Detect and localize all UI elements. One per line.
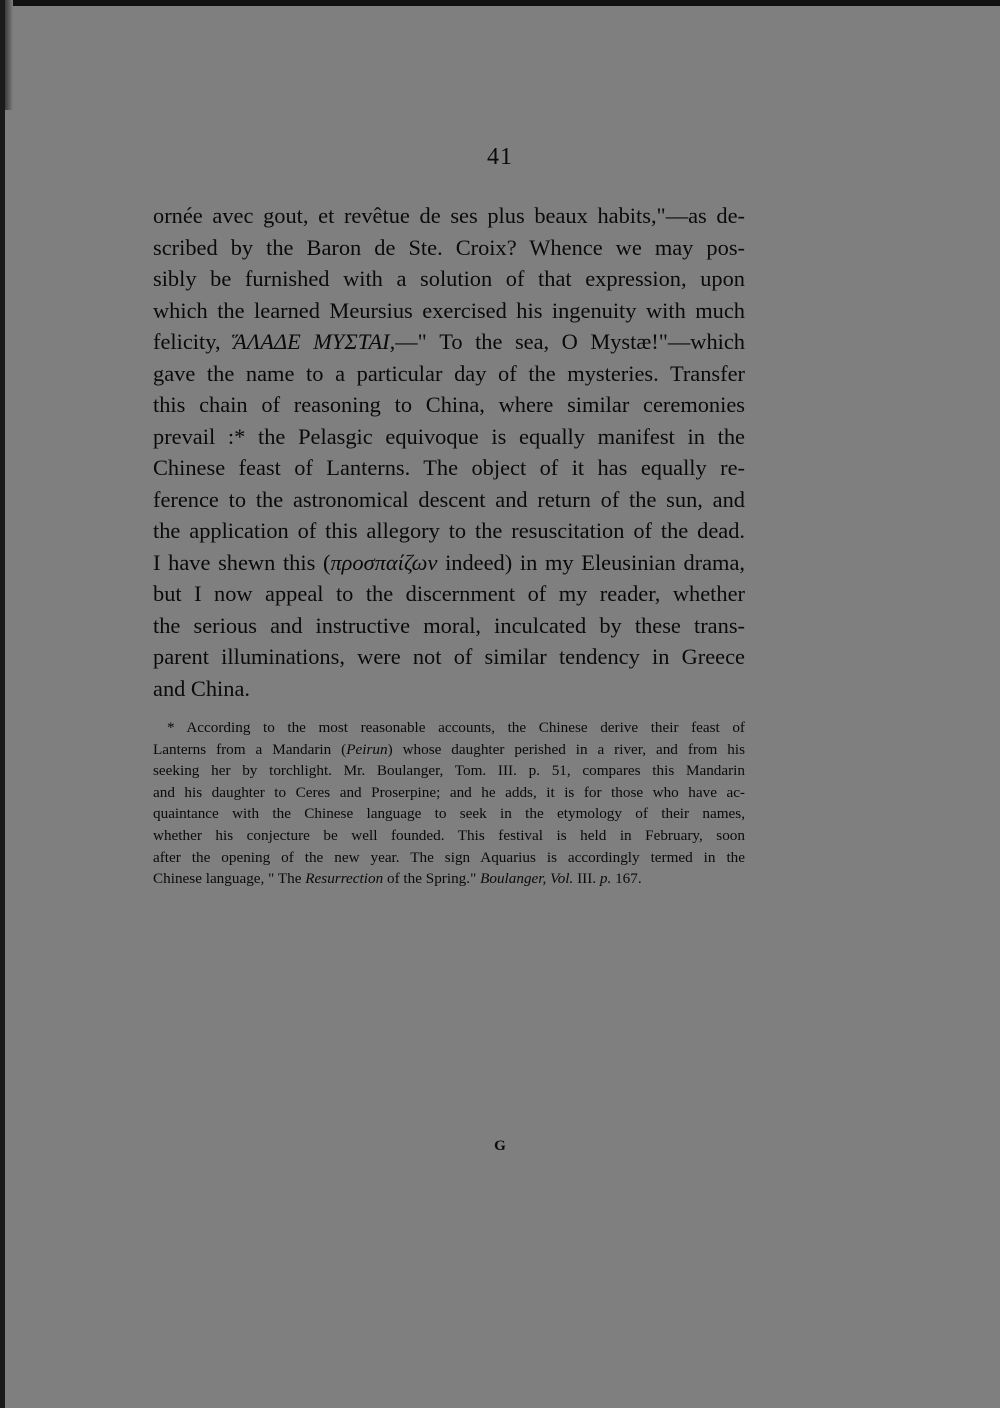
text-line: and China. bbox=[153, 675, 251, 701]
footnote-line: * According to the most reasonable accounts, the Chinese derive their feast of bbox=[167, 719, 745, 736]
page-number: 41 bbox=[487, 144, 513, 170]
text-line: the application of this allegory to the resuscitation of the dead. bbox=[153, 518, 745, 543]
text-line: which the learned Meursius exercised his ingenuity with much bbox=[153, 297, 745, 323]
footnote bbox=[153, 717, 745, 890]
scan-left-shadow bbox=[5, 0, 13, 110]
footnote-line: and his daughter to Ceres and Proserpine; and he adds, it is for those who have ac- bbox=[153, 783, 745, 801]
text-line: prevail :* the Pelasgic equivoque is equally manifest in the bbox=[153, 423, 745, 449]
footnote-line: whether his conjecture be well founded. This festival is held in February, soon bbox=[153, 826, 745, 844]
text-line: ornée avec gout, et revêtue de ses plus beaux habits,"—as de- bbox=[153, 203, 745, 228]
footnote-line: Lanterns from a Mandarin (Peirun) whose daughter perished in a river, and from his bbox=[153, 740, 745, 758]
main-text bbox=[153, 200, 745, 704]
footnote-line: after the opening of the new year. The sign Aquarius is accordingly termed in the bbox=[153, 848, 745, 866]
signature-mark: G bbox=[494, 1138, 506, 1154]
scan-top-edge bbox=[0, 0, 1000, 6]
text-line: scribed by the Baron de Ste. Croix? Whence we may pos- bbox=[153, 234, 745, 260]
footnote-line: quaintance with the Chinese language to seek in the etymology of their names, bbox=[153, 805, 745, 823]
text-line: the serious and instructive moral, inculcated by these trans- bbox=[153, 612, 745, 638]
text-line: Chinese feast of Lanterns. The object of it has equally re- bbox=[153, 455, 745, 480]
text-line: but I now appeal to the discernment of my reader, whether bbox=[153, 581, 745, 606]
text-line: this chain of reasoning to China, where similar ceremonies bbox=[153, 392, 745, 417]
scan-left-edge bbox=[0, 0, 5, 1408]
text-line: gave the name to a particular day of the mysteries. Transfer bbox=[153, 360, 745, 386]
text-line: I have shewn this (προσπαίζων indeed) in my Eleusinian drama, bbox=[153, 549, 745, 575]
footnote-line: Chinese language, " The Resurrection of the Spring." Boulanger, Vol. III. p. 167. bbox=[153, 870, 642, 888]
text-line: felicity, ἍΛΑΔΕ ΜΥΣΤΑΙ,—" To the sea, O Mystæ!"—which bbox=[153, 329, 746, 354]
text-line: parent illuminations, were not of similar tendency in Greece bbox=[153, 644, 745, 669]
footnote-line: seeking her by torchlight. Mr. Boulanger, Tom. III. p. 51, compares this Mandarin bbox=[153, 762, 745, 780]
text-line: ference to the astronomical descent and return of the sun, and bbox=[153, 486, 745, 512]
text-line: sibly be furnished with a solution of that expression, upon bbox=[153, 266, 745, 291]
